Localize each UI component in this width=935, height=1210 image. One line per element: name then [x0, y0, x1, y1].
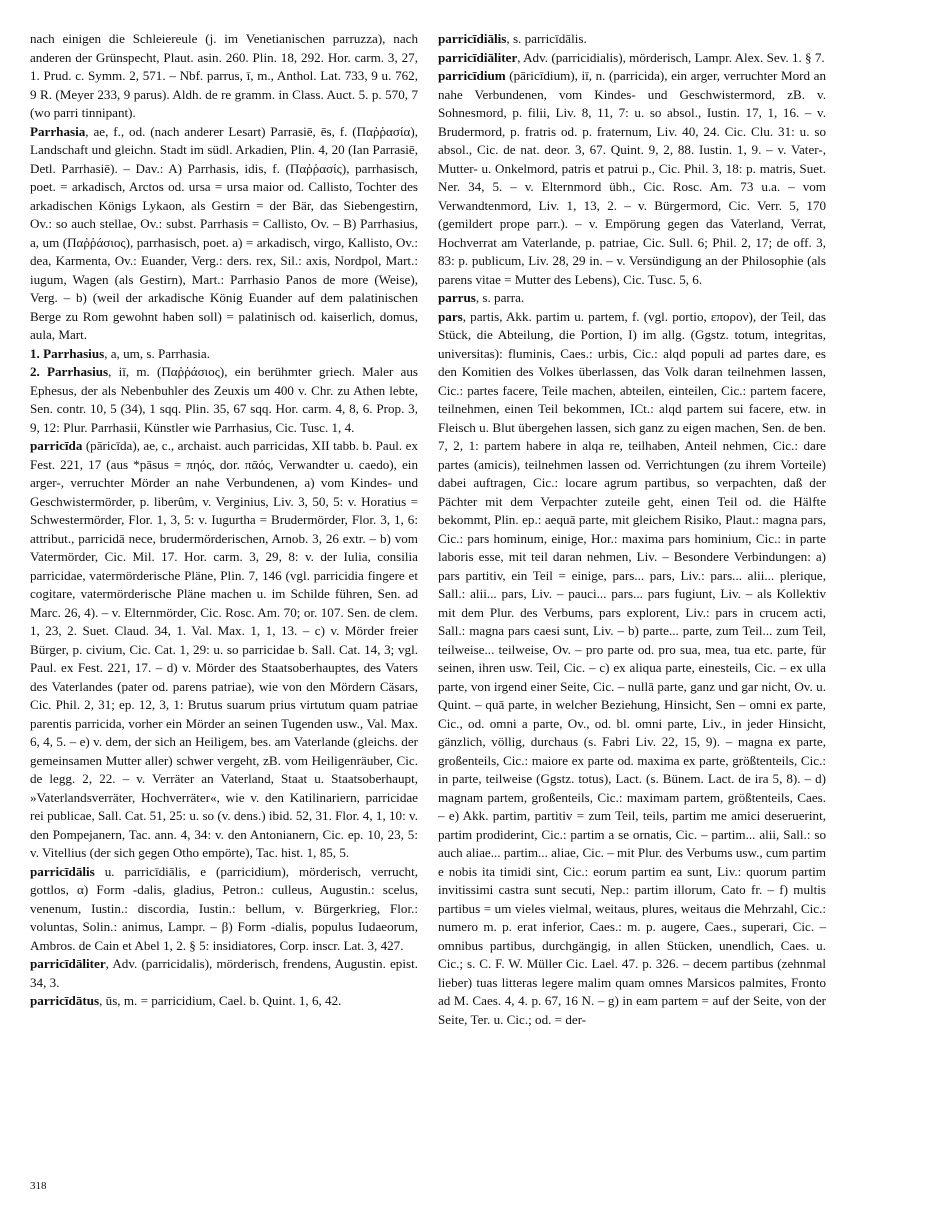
- entry-parricidialiter: [438, 49, 826, 68]
- entry-pars: [438, 308, 826, 1030]
- headword: parricīdium: [438, 68, 506, 83]
- right-column: [438, 30, 826, 1029]
- entry-parricidalis: [30, 863, 418, 956]
- headword: 2. Parrhasius: [30, 364, 109, 379]
- headword: pars: [438, 308, 463, 324]
- entry-parricidaliter: [30, 955, 418, 992]
- headword: parricīdiāliter: [438, 49, 518, 65]
- headword: parricīdālis: [30, 863, 95, 879]
- entry-text: , s. parricīdālis.: [506, 31, 587, 46]
- entry-parricidatus: [30, 992, 418, 1011]
- entry-parrhasia: [30, 123, 418, 345]
- entry-text: (pāricīdium), iī, n. (parricida), ein arger, verruchter Mord an nahe Verbundenen, vom Kindes- und Geschwistermord, zB. v. Sohnesmord, p. filii, Liv. 8, 11, 7: u. so absol., Iustin. 17, 1, 16. – v. Brudermord, p. fratris od. p. fraternum, Liv. 40, 24. Cic. Clu. 31: u. so absol., Cic. de nat. deor. 3, 67. Quint. 9, 2, 88. Iustin. 1, 9. – v. Vater-, Mutter- u. Onkelmord, patris et patrui p., Cic. Phil. 3, 18: p. matris, Suet. Ner. 34, 5. – v. Elternmord übh., Cic. Rosc. Am. 73 u.a. – vom Verwandtenmord, Liv. 1, 13, 2. – v. Bürgermord, Cic. Verr. 5, 170 (gemildert prope parr.). – v. Empörung gegen das Vaterland, Verrat, Hochverrat am Vaterlande, p. patriae, Cic. Sull. 6; Phil. 2, 17; de off. 3, 83: p. publicum, Liv. 28, 29 in. – v. Versündigung an der Philosophie (als parens vitae = Mutter des Lebens), Cic. Tusc. 5, 6.: [438, 68, 826, 287]
- entry-text: (pāricīda), ae, c., archaist. auch parricidas, XII tabb. b. Paul. ex Fest. 221, 17 (aus *pāsus = πηός, dor. πᾱός, Verwandter u. caedo), ein arger-, verruchter Mörder an nahe Verbundenen, a) vom Kindes- und Geschwistermörder, p. liberûm, v. Verginius, Liv. 3, 50, 5: v. Horatius = Schwestermörder, Flor. 1, 3, 5: v. Iugurtha = Brudermörder, Flor. 3, 1, 6: attribut., parricidā nece, brudermörderischen, Arnob. 3, 26 extr. – b) vom Vatermörder, Cic. Mil. 17. Hor. carm. 3, 29, 8: v. der Iulia, consilia parricidae, vatermörderische Pläne, Plin. 7, 146 (vgl. parricidia fingere et cogitare, vatermörderische Pläne machen u. im Schilde führen, Sen. ad Marc. 26, 4). – v. Elternmörder, Cic. Rosc. Am. 70; or. 107. Sen. de clem. 1, 23, 2. Suet. Claud. 34, 1. Val. Max. 1, 1, 13. – c) v. Mörder freier Bürger, p. civium, Cic. Cat. 1, 29: u. so parricidae b. Sall. Cat. 14, 3; vgl. Paul. ex Fest. 221, 17. – d) v. Mörder des Staatsoberhauptes, des Vaters des Vaterlandes (pater od. parens patriae), wie von den Mördern Cäsars, Cic. Phil. 2, 31; ep. 12, 3, 1: Brutus suarum prius virtutum quam patriae parentis parricida, vorher ein Mörder an seinen Tugenden usw., Val. Max. 6, 4, 5. – e) v. dem, der sich an Heiligem, bes. am Vaterlande (gleichs. der gemeinsamen Mutter aller) schwer vergeht, zB. vom Heiligenräuber, Cic. de legg. 2, 22. – v. Verräter an Vaterland, Staat u. Staatsoberhaupt, »Vaterlandsverräter, Hochverräter«, wie v. den Katilinariern, parricidae rei publicae, Sall. Cat. 51, 25: u. so (v. dens.) ibid. 52, 31. Flor. 4, 1, 10: v. den Pompejanern, Tac. ann. 4, 34: v. den Antonianern, Cic. ep. 10, 23, 5: v. Vitellius (der sich gegen Otho empörte), Tac. hist. 1, 85, 5.: [30, 438, 418, 860]
- page-number: 318: [30, 1180, 47, 1192]
- entry-text: , iī, m. (Παῤῥάσιος), ein berühmter griech. Maler aus Ephesus, der als Nebenbuhler des Zeuxis um 400 v. Chr. zu Athen lebte, Sen. contr. 10, 5 (34), 1 sqq. Plin. 35, 67 sqq. Hor. carm. 4, 8, 6. Prop. 3, 9, 12: Plur. Parrhasii, Künstler wie Parrhasius, Cic. Tusc. 1, 4.: [30, 364, 419, 435]
- entry-text: , a, um, s. Parrhasia.: [104, 345, 211, 361]
- entry-parra-continued: [30, 30, 418, 123]
- headword: parricīda: [30, 438, 83, 453]
- entry-parrus: [438, 289, 826, 308]
- headword: 1. Parrhasius: [30, 345, 105, 361]
- entry-text: , partis, Akk. partim u. partem, f. (vgl. portio, επορον), der Teil, das Stück, die Abteilung, die Portion, I) im allg. (Ggstz. totum, integritas, universitas): fluminis, Caes.: urbis, Cic.: alqd populi ad partes dare, es den Komitien des Volkes überlassen, das Volk daran teilnehmen lassen, Cic.: partes facere, Teile machen, abteilen, einteilen, Cic.: partem facere, teilnehmen, einen Teil bekommen, ICt.: alqd partem sui facere, etw. in Fleisch u. Blut übergehen lassen, sich ganz zu eigen machen, Sen. de ben. 7, 2, 1: partem habere in alqa re, teilhaben, Anteil nehmen, Cic.: dare partes (amicis), teilnehmen lassen od. Verrichtungen (zu ihrem Vorteile) dabei auftragen, Cic.: locare agrum partibus, so verpachten, daß der Pächter mit dem Verpachter zuteile geht, einen Teil od. die Hälfte bekommt, Plin. ep.: aequā parte, mit gleichem Risiko, Plaut.: magna pars, Cic.: pars hominum, einige, Hor.: maxima pars hominium, Cic.: in parte laboris esse, mit teil daran nehmen, Liv. – Besondere Verbindungen: a) pars partitiv, ein Teil = einige, pars... pars, Liv.: pars... alii... plerique, Sall.: alii... pars, Liv. – pauci... pars... pars fugiunt, Liv. – als Kollektiv mit dem Plur. des Verbums, pars explorent, Liv.: pars in crucem acti, Sall.: magna pars caesi sunt, Liv. – b) parte... parte, zum Teil... zum Teil, teilweise... teilweise, Ov. – pro parte od. pro sua, mea, tua etc. parte, für seinen, ihren usw. Teil, Cic. – c) ex aliqua parte, einesteils, Cic. – ex ulla parte, von irgend einer Seite, Cic. – nullā parte, ganz und gar nicht, Ov. u. Quint. – quā parte, in welcher Beziehung, Hinsicht, Sen – omni ex parte, Cic., od. omni a parte, Ov., od. bl. omni parte, Liv., in jeder Hinsicht, gänzlich, völlig, durchaus (s. Fabri Liv. 22, 15, 9). – magna ex parte, großenteils, Cic.: maiore ex parte od. maxima ex parte, größtenteils, Cic.: in parte, teilweise (Ggstz. totus), Lact. (s. Bünem. Lact. de ira 5, 8). – d) magnam partem, großenteils, Cic.: maximam partem, größtenteils, Caes. – e) Akk. partim, partitiv = zum Teil, teils, partim me amici deseruerint, partim prodiderint, Cic.: partim a se ornatis, Cic. – partim... alii, Sall.: so auch aliae... partim... aliae, Cic. – mit Plur. des Verbums usw., cum partim e nobis ita timidi sint, Cic.: eorum partim ea sunt, Liv.: quorum partim invitissimi castra sunt secuti, Nep.: partim illorum, Cato fr. – f) multis partibus = um vieles vielmal, weitaus, plures, weitaus die Mehrzahl, Cic.: numero m. p. erat inferior, Caes.: m. p. augere, Caes., superari, Cic. – omnibus partibus, durchgängig, in allen Stücken, unendlich, Caes. u. Cic.; s. C. F. W. Müller Cic. Lael. 47. p. 326. – decem partibus (zehnmal lieber) tuas litteras legere malim quam omnes Marsicos palmites, Fronto ad M. Caes. 4, 4. p. 67, 16 N. – g) in eam partem = auf der Seite, von der Seite, Ter. u. Cic.; od. = der-: [438, 308, 826, 1027]
- entry-text: , ae, f., od. (nach anderer Lesart) Parrasiē, ēs, f. (Παῤῥασία), Landschaft und gleichn. Stadt im südl. Arkadien, Plin. 4, 20 (Ian Parrasiē, Detl. Parrhasiē). – Dav.: A) Parrhasis, idis, f. (Παῤῥασίς), parrhasisch, poet. = arkadisch, Arctos od. ursa = ursa maior od. Callisto, Tochter des arkadischen Königs Lykaon, als Gestirn = der Bär, das Siebengestirn, Ov.: so auch stellae, Ov.: subst. Parrhasis = Callisto, Ov. – B) Parrhasius, a, um (Παῤῥάσιος), parrhasisch, poet. a) = arkadisch, virgo, Kallisto, Ov.: dea, Karmenta, Ov.: Euander, Verg.: ders. rex, Sil.: axis, Nordpol, Mart.: iugum, Wagen (als Gestirn), Mart.: Parrhasio Panos de more (Weise), Verg. – b) (weil der arkadische König Euander auf dem palatinischen Berge zu Rom gewohnt haben soll) = palatinisch od. kaiserlich, domus, aula, Mart.: [30, 123, 418, 342]
- headword: parricīdāliter: [30, 956, 106, 971]
- entry-parricidium: [438, 67, 826, 289]
- entry-text: , Adv. (parricidalis), mörderisch, frendens, Augustin. epist. 34, 3.: [30, 956, 418, 990]
- entry-parrhasius-1: [30, 345, 418, 364]
- entry-text: nach einigen die Schleiereule (j. im Venetianischen parruzza), nach anderen der Grünspecht, Plaut. asin. 260. Plin. 18, 292. Hor. carm. 3, 27, 1. Prud. c. Symm. 2, 571. – Nbf. parrus, ī, m., Anthol. Lat. 733, 9 u. 762, 9 R. (Meyer 233, 9 parus). Aldh. de re gramm. in Class. Auct. 5. p. 570, 7 (wo parri tinnipant).: [30, 31, 418, 120]
- left-column: [30, 30, 418, 1011]
- entry-parrhasius-2: [30, 363, 418, 437]
- headword: parrus: [438, 290, 476, 305]
- headword: Parrhasia: [30, 123, 86, 139]
- entry-parricidialis: [438, 30, 826, 49]
- entry-text: , s. parra.: [475, 290, 525, 305]
- entry-text: u. parricīdiālis, e (parricidium), mörderisch, verrucht, gottlos, α) Form -dalis, gladius, Petron.: culleus, Augustin.: scelus, venenum, Iustin.: discordia, Iustin.: bellum, v. Bürgerkrieg, Flor.: voluntas, Solin.: animus, Lampr. – β) Form -dialis, populus Iudaeorum, Ambros. de Cain et Abel 1, 2. § 5: insidiatores, Corp. inscr. Lat. 3, 427.: [30, 863, 418, 953]
- headword: parricīdātus: [30, 993, 100, 1008]
- entry-parricida: [30, 437, 418, 863]
- entry-text: , ūs, m. = parricidium, Cael. b. Quint. 1, 6, 42.: [99, 993, 342, 1008]
- entry-text: , Adv. (parricidialis), mörderisch, Lampr. Alex. Sev. 1. § 7.: [517, 49, 825, 65]
- headword: parricīdiālis: [438, 31, 507, 46]
